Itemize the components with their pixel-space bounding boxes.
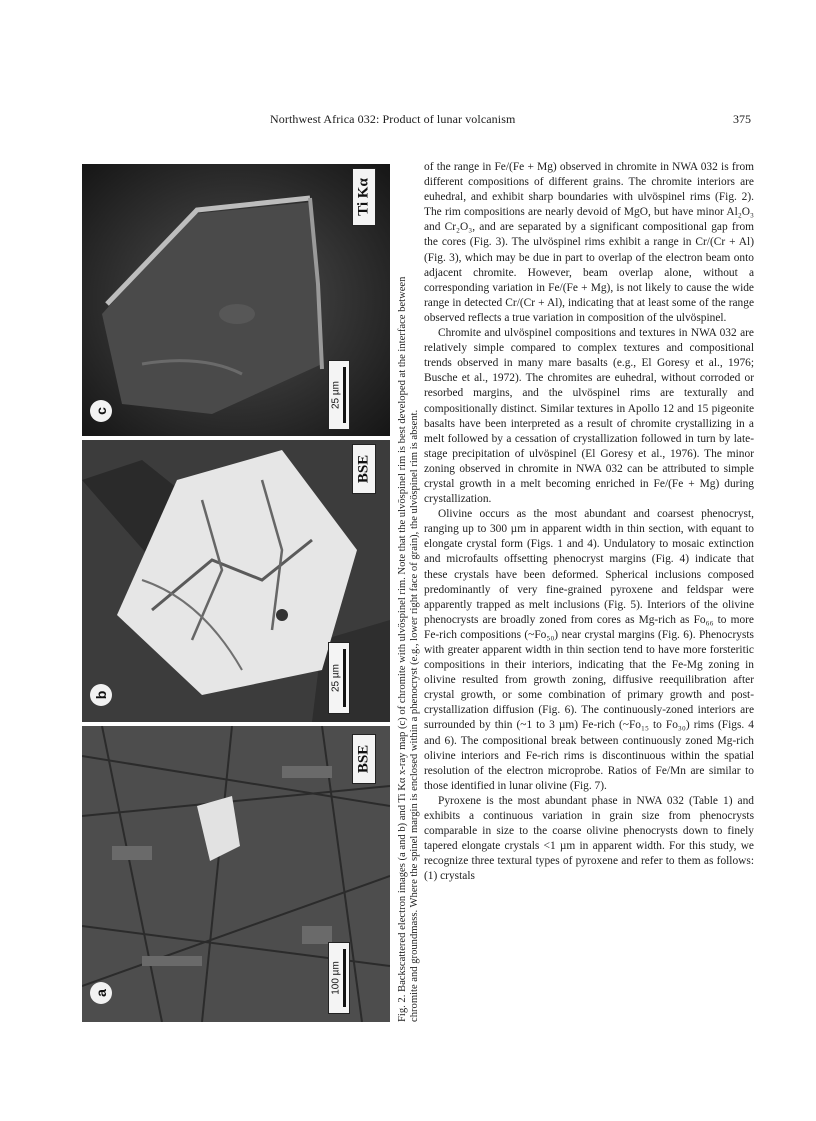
running-head: Northwest Africa 032: Product of lunar volcanism [270,112,516,126]
mode-label-box-b [352,444,376,494]
scale-label-b: 25 µm [330,664,342,692]
mode-label-box-a [352,734,376,784]
caption-line-1: Fig. 2. Backscattered electron images (a and b) and Ti Kα x-ray map (c) of chromite with ulvöspinel rim. Note that the ulvöspinel rim is best developed at the interface between [397,276,408,1022]
mode-label-box-c [352,168,376,226]
scale-label-c: 25 µm [330,381,342,409]
scale-bar-b [328,642,350,714]
panel-letter-c: c [90,400,112,422]
figure-caption [397,162,421,1022]
scale-label-a: 100 µm [330,961,342,995]
panel-letter-a: a [90,982,112,1004]
paragraph-2: Chromite and ulvöspinel compositions and textures in NWA 032 are relatively simple compared to complex textures and compositional trends observed in many mare basalts (e.g., El Goresy et al., 1976; Busche et al., 1972). The chromites are euhedral, without corroded or resorbed margins, and the ulvöspinel rims are texturally and compositionally distinct. Similar textures in Apollo 12 and 15 pigeonite basalts have been interpreted as a result of chromite crystallizing in a melt followed by a cessation of crystallization followed in turn by late-stage precipitation of ulvöspinel (El Goresy et al., 1976). The minor zoning observed in chromite in NWA 032 can be attributed to simple crystal growth in a melt becoming enriched in Fe/(Fe + Mg) during crystallization. [424,327,754,506]
page-number: 375 [733,112,751,126]
panel-letter-b: b [90,684,112,706]
panel-a-bse [82,726,390,1022]
mode-label-a: BSE [355,744,372,774]
paragraph-4: Pyroxene is the most abundant phase in NWA 032 (Table 1) and exhibits a continuous variation in grain size from phenocrysts comparable in size to the coarse olivine phenocrysts down to finely tapered elongate crystals <1 µm in apparent width. For this study, we recognize three textural types of pyroxene and refer to them as follows: (1) crystals [424,794,754,883]
paragraph-3: Olivine occurs as the most abundant and coarsest phenocryst, ranging up to 300 µm in apparent width in thin section, with equant to elongate crystal form (Figs. 1 and 4). Undulatory to mosaic extinction and microfaults offsetting phenocryst margins (Fig. 4) indicate that these crystals have been deformed. Spherical inclusions composed predominantly of very fine-grained pyroxene and feldspar were apparently trapped as melt inclusions (Fig. 5). Interiors of the olivine phenocrysts are broadly zoned from cores as Mg-rich as Fo₆₆ to more Fe-rich compositions (~Fo₅₀) near crystal margins (Fig. 6). Phenocrysts with greater apparent width in thin section tend to have more forsteritic compositions in their interiors, indicating that the Fe-Mg zoning in olivine resulted from growth zoning, diffusive reequilibration after crystal growth, or some combination of primary growth and post-crystallization diffusion (Fig. 6). The continuously-zoned interiors are surrounded by thin (~1 to 3 µm) Fe-rich (~Fo₁₅ to Fo₃₀) rims (Figs. 4 and 6). The compositional break between continuously zoned Mg-rich olivine interiors and Fe-rich rims is discontinuous within the spatial resolution of the electron microprobe. Ratios of Fe/Mn are similar to those identified in lunar olivine (Fig. 7). [424,508,754,792]
panel-b-bse [82,440,390,722]
paragraph-1: of the range in Fe/(Fe + Mg) observed in chromite in NWA 032 is from different compositions of different grains. The chromite interiors are euhedral, and exhibit sharp boundaries with ulvöspinel rims (Fig. 2). The rim compositions are nearly devoid of MgO, but have minor Al₂O₃ and Cr₂O₃, and are separated by a significant compositional gap from the cores (Fig. 3). The ulvöspinel rims exhibit a range in Cr/(Cr + Al) (Fig. 3), which may be due in part to overlap of the electron beam onto adjacent chromite. However, beam overlap alone, without a corresponding variation in Fe/(Fe + Mg), is not likely to cause the wide range in detected Cr/(Cr + Al), indicating that at least some of the range observed reflects a true variation in composition of the ulvöspinel. [424,161,754,324]
caption-line-2: chromite and groundmass. Where the spinel margin is enclosed within a phenocryst (e.g., lower right face of grain), the ulvöspinel rim is absent. [409,409,420,1022]
mode-label-c: Ti Kα [355,178,372,216]
scale-bar-c [328,360,350,430]
scale-bar-a [328,942,350,1014]
figure-2 [82,164,390,1022]
body-text-column [424,160,754,885]
mode-label-b: BSE [355,454,372,484]
panel-c-ti-map [82,164,390,436]
